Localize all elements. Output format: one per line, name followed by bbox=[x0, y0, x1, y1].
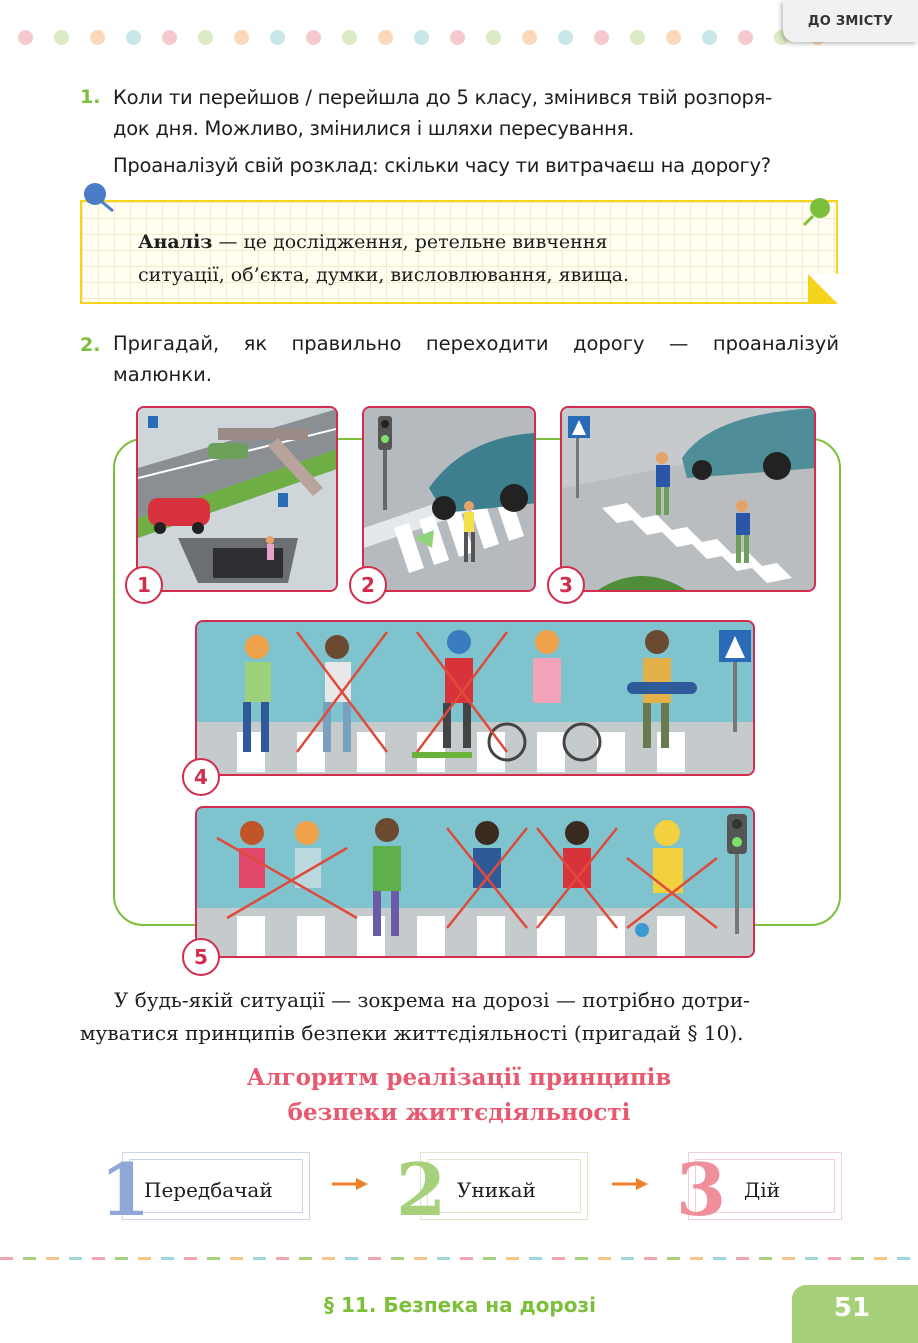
step-2-number: 2 bbox=[396, 1147, 447, 1232]
section-title: § 11. Безпека на дорозі bbox=[324, 1293, 596, 1317]
divider-dash bbox=[0, 1257, 13, 1260]
question-2-number: 2. bbox=[80, 334, 101, 356]
decorative-dot bbox=[738, 30, 753, 45]
decorative-dot bbox=[378, 30, 393, 45]
question-1-number: 1. bbox=[80, 86, 101, 108]
contents-link-label: ДО ЗМІСТУ bbox=[807, 13, 894, 29]
question-2-line-2: малюнки. bbox=[113, 363, 212, 386]
decorative-dot bbox=[270, 30, 285, 45]
safety-paragraph bbox=[80, 984, 854, 1050]
footer-dashed-divider bbox=[0, 1257, 918, 1260]
divider-dash bbox=[184, 1257, 197, 1260]
paragraph-line-1: У будь-якій ситуації — зокрема на дорозі — потрібно дотри- bbox=[114, 988, 750, 1012]
divider-dash bbox=[322, 1257, 335, 1260]
decorative-dot bbox=[90, 30, 105, 45]
paragraph-line-2: муватися принципів безпеки життєдіяльності (пригадай § 10). bbox=[80, 1021, 744, 1045]
divider-dash bbox=[644, 1257, 657, 1260]
picture-3-number: 3 bbox=[547, 566, 585, 604]
divider-dash bbox=[414, 1257, 427, 1260]
picture-2-number: 2 bbox=[349, 566, 387, 604]
divider-dash bbox=[138, 1257, 151, 1260]
decorative-dot bbox=[666, 30, 681, 45]
divider-dash bbox=[621, 1257, 634, 1260]
decorative-dot bbox=[522, 30, 537, 45]
arrow-right-icon bbox=[610, 1176, 650, 1192]
definition-line-1: — це дослідження, ретельне вивчення bbox=[212, 231, 608, 253]
divider-dash bbox=[874, 1257, 887, 1260]
decorative-dot bbox=[234, 30, 249, 45]
divider-dash bbox=[368, 1257, 381, 1260]
decorative-dots-row bbox=[18, 30, 818, 46]
picture-3-crossing-children bbox=[560, 406, 816, 592]
page-number-tab bbox=[792, 1285, 918, 1343]
divider-dash bbox=[506, 1257, 519, 1260]
algorithm-title-line-2: безпеки життєдіяльності bbox=[287, 1099, 631, 1126]
picture-1-overpass-underpass bbox=[136, 406, 338, 592]
picture-5-distractions bbox=[195, 806, 755, 958]
magnifier-green-icon bbox=[800, 195, 836, 229]
divider-dash bbox=[667, 1257, 680, 1260]
divider-dash bbox=[92, 1257, 105, 1260]
divider-dash bbox=[46, 1257, 59, 1260]
decorative-dot bbox=[54, 30, 69, 45]
step-1-number: 1 bbox=[100, 1147, 151, 1232]
divider-dash bbox=[161, 1257, 174, 1260]
contents-link-tab[interactable] bbox=[783, 0, 918, 42]
decorative-dot bbox=[594, 30, 609, 45]
decorative-dot bbox=[162, 30, 177, 45]
algorithm-title-line-1: Алгоритм реалізації принципів bbox=[246, 1064, 672, 1091]
divider-dash bbox=[736, 1257, 749, 1260]
question-1-line-3: Проаналізуй свій розклад: скільки часу ти витрачаєш на дорогу? bbox=[113, 154, 771, 177]
decorative-dot bbox=[486, 30, 501, 45]
divider-dash bbox=[391, 1257, 404, 1260]
decorative-dot bbox=[18, 30, 33, 45]
arrow-right-icon bbox=[330, 1176, 370, 1192]
divider-dash bbox=[851, 1257, 864, 1260]
divider-dash bbox=[253, 1257, 266, 1260]
divider-dash bbox=[828, 1257, 841, 1260]
decorative-dot bbox=[342, 30, 357, 45]
magnifier-blue-icon bbox=[80, 180, 120, 216]
picture-1-number: 1 bbox=[125, 566, 163, 604]
decorative-dot bbox=[126, 30, 141, 45]
divider-dash bbox=[713, 1257, 726, 1260]
decorative-dot bbox=[702, 30, 717, 45]
decorative-dot bbox=[306, 30, 321, 45]
divider-dash bbox=[690, 1257, 703, 1260]
step-3-number: 3 bbox=[676, 1147, 727, 1232]
question-1-line-2: док дня. Можливо, змінилися і шляхи пересування. bbox=[113, 117, 635, 140]
question-1-text bbox=[113, 82, 843, 181]
divider-dash bbox=[598, 1257, 611, 1260]
definition-text bbox=[138, 226, 798, 292]
divider-dash bbox=[460, 1257, 473, 1260]
divider-dash bbox=[759, 1257, 772, 1260]
decorative-dot bbox=[414, 30, 429, 45]
picture-5-number: 5 bbox=[182, 938, 220, 976]
divider-dash bbox=[345, 1257, 358, 1260]
divider-dash bbox=[483, 1257, 496, 1260]
step-1-label: Передбачай bbox=[144, 1178, 273, 1202]
divider-dash bbox=[207, 1257, 220, 1260]
page-fold-corner bbox=[808, 274, 838, 304]
divider-dash bbox=[23, 1257, 36, 1260]
divider-dash bbox=[299, 1257, 312, 1260]
divider-dash bbox=[276, 1257, 289, 1260]
decorative-dot bbox=[630, 30, 645, 45]
picture-4-number: 4 bbox=[182, 758, 220, 796]
picture-2-traffic-light-car bbox=[362, 406, 536, 592]
definition-line-2: ситуації, об’єкта, думки, висловлювання, явища. bbox=[138, 264, 630, 286]
divider-dash bbox=[437, 1257, 450, 1260]
question-1-line-1: Коли ти перейшов / перейшла до 5 класу, змінився твій розпоря- bbox=[113, 86, 772, 109]
question-2-line-1: Пригадай, як правильно переходити дорогу — проаналізуй bbox=[113, 332, 839, 355]
step-3-label: Дій bbox=[744, 1178, 780, 1202]
decorative-dot bbox=[450, 30, 465, 45]
divider-dash bbox=[115, 1257, 128, 1260]
divider-dash bbox=[529, 1257, 542, 1260]
divider-dash bbox=[805, 1257, 818, 1260]
divider-dash bbox=[575, 1257, 588, 1260]
divider-dash bbox=[782, 1257, 795, 1260]
divider-dash bbox=[552, 1257, 565, 1260]
step-2-label: Уникай bbox=[457, 1178, 536, 1202]
divider-dash bbox=[230, 1257, 243, 1260]
definition-box bbox=[80, 200, 838, 304]
decorative-dot bbox=[558, 30, 573, 45]
picture-4-crossing-behaviour bbox=[195, 620, 755, 776]
definition-term: Аналіз bbox=[138, 231, 213, 253]
divider-dash bbox=[69, 1257, 82, 1260]
divider-dash bbox=[897, 1257, 910, 1260]
page-number: 51 bbox=[833, 1293, 871, 1323]
decorative-dot bbox=[198, 30, 213, 45]
question-2-text bbox=[113, 328, 839, 390]
